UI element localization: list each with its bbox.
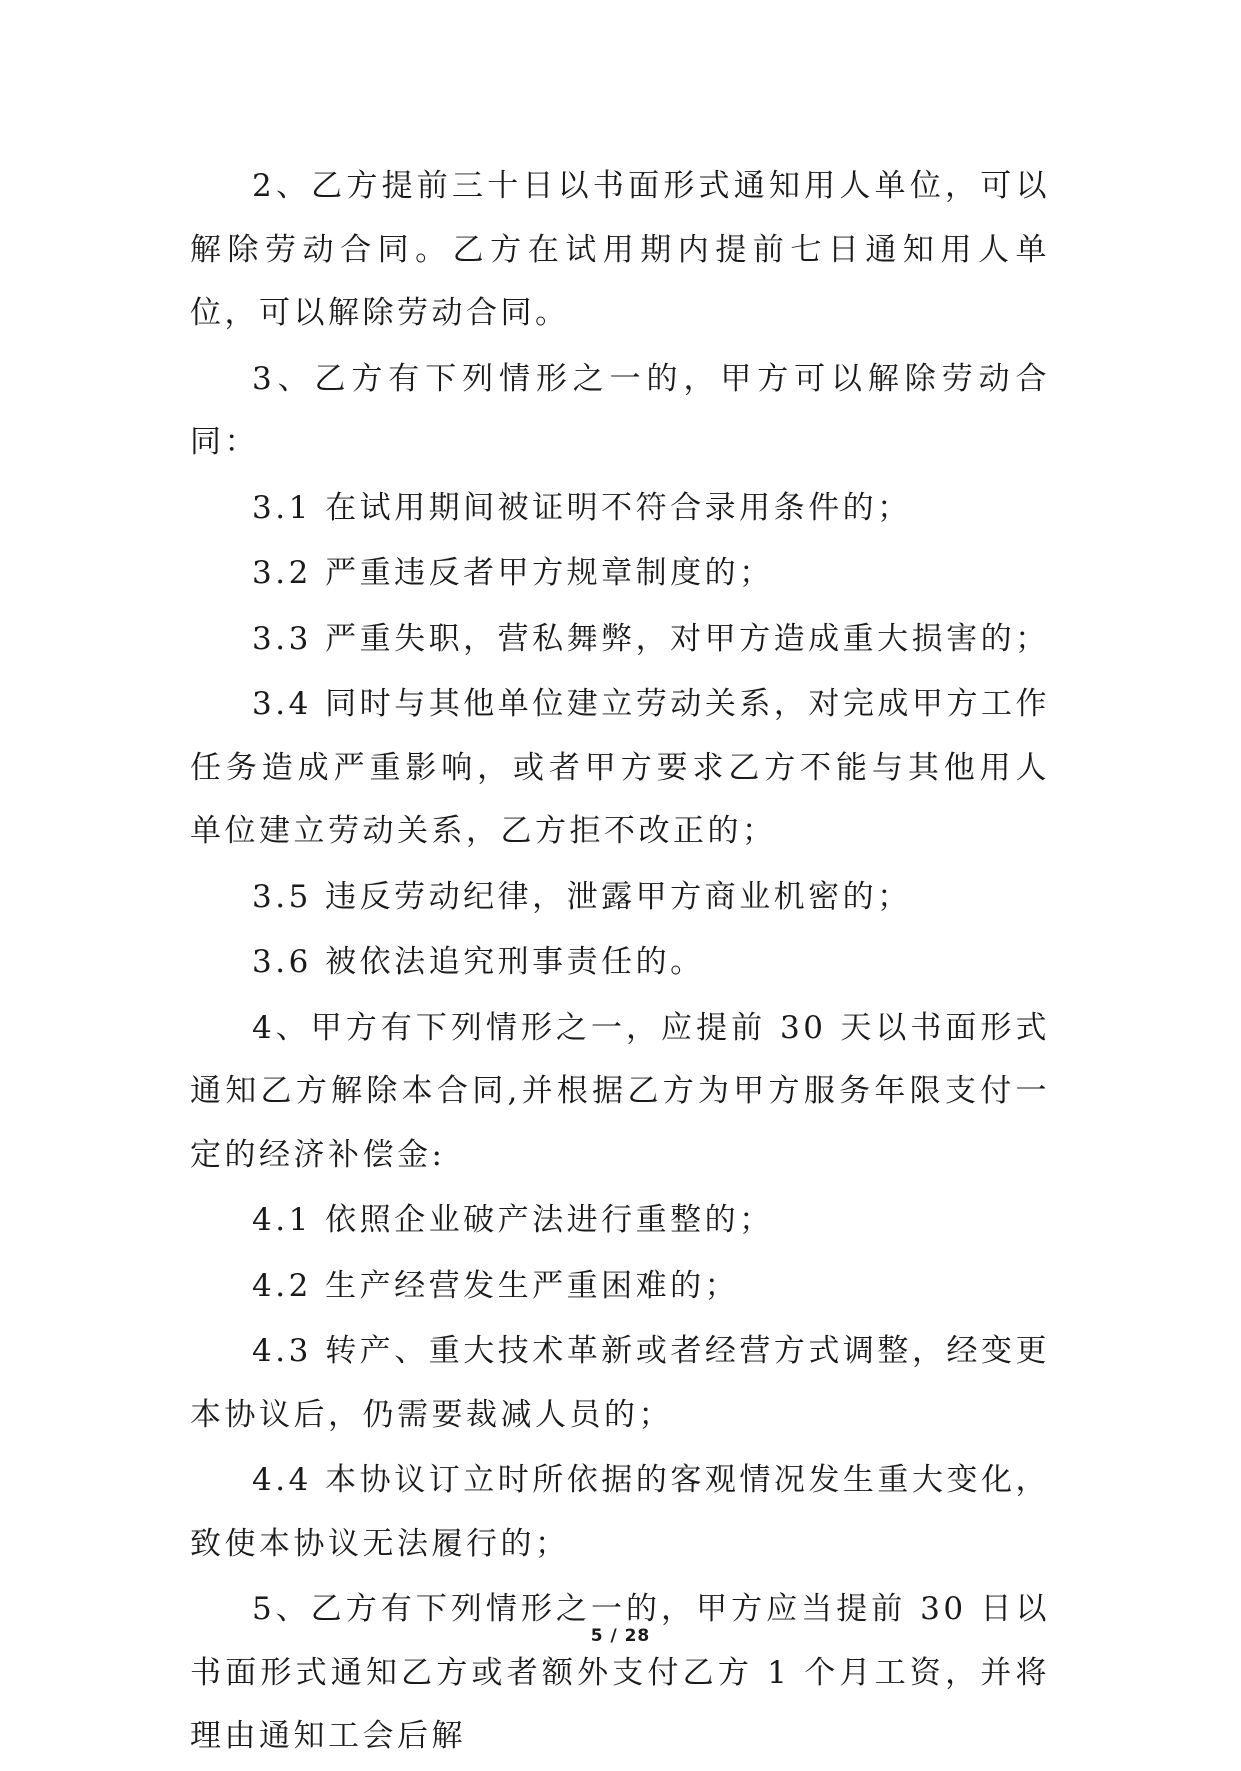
document-body	[190, 155, 1050, 1771]
paragraph: 4.4 本协议订立时所依据的客观情况发生重大变化，致使本协议无法履行的；	[190, 1462, 1050, 1562]
page-number: 5 / 28	[590, 1626, 651, 1646]
paragraph: 3.4 同时与其他单位建立劳动关系，对完成甲方工作任务造成严重影响，或者甲方要求乙方不能与其他用人单位建立劳动关系，乙方拒不改正的；	[190, 686, 1050, 849]
paragraph: 3.1 在试用期间被证明不符合录用条件的；	[252, 489, 912, 526]
paragraph: 4、甲方有下列情形之一，应提前 30 天以书面形式通知乙方解除本合同,并根据乙方为甲方服务年限支付一定的经济补偿金:	[190, 1009, 1050, 1173]
paragraph: 3.5 违反劳动纪律，泄露甲方商业机密的；	[252, 878, 912, 915]
paragraph: 2、乙方提前三十日以书面形式通知用人单位，可以解除劳动合同。乙方在试用期内提前七日通知用人单位，可以解除劳动合同。	[190, 168, 1050, 331]
paragraph: 3.3 严重失职，营私舞弊，对甲方造成重大损害的；	[252, 620, 1050, 657]
paragraph: 3、乙方有下列情形之一的，甲方可以解除劳动合同：	[190, 360, 1050, 460]
paragraph: 4.1 依照企业破产法进行重整的；	[252, 1202, 774, 1238]
paragraph: 3.6 被依法追究刑事责任的。	[252, 944, 705, 980]
paragraph: 4.2 生产经营发生严重困难的；	[252, 1267, 740, 1304]
paragraph: 5、乙方有下列情形之一的，甲方应当提前 30 日以书面形式通知乙方或者额外支付乙方 1 个月工资，并将理由通知工会后解	[190, 1591, 1050, 1754]
paragraph: 3.2 严重违反者甲方规章制度的；	[252, 555, 774, 591]
paragraph: 4.3 转产、重大技术革新或者经营方式调整，经变更本协议后，仍需要裁减人员的；	[190, 1333, 1050, 1433]
